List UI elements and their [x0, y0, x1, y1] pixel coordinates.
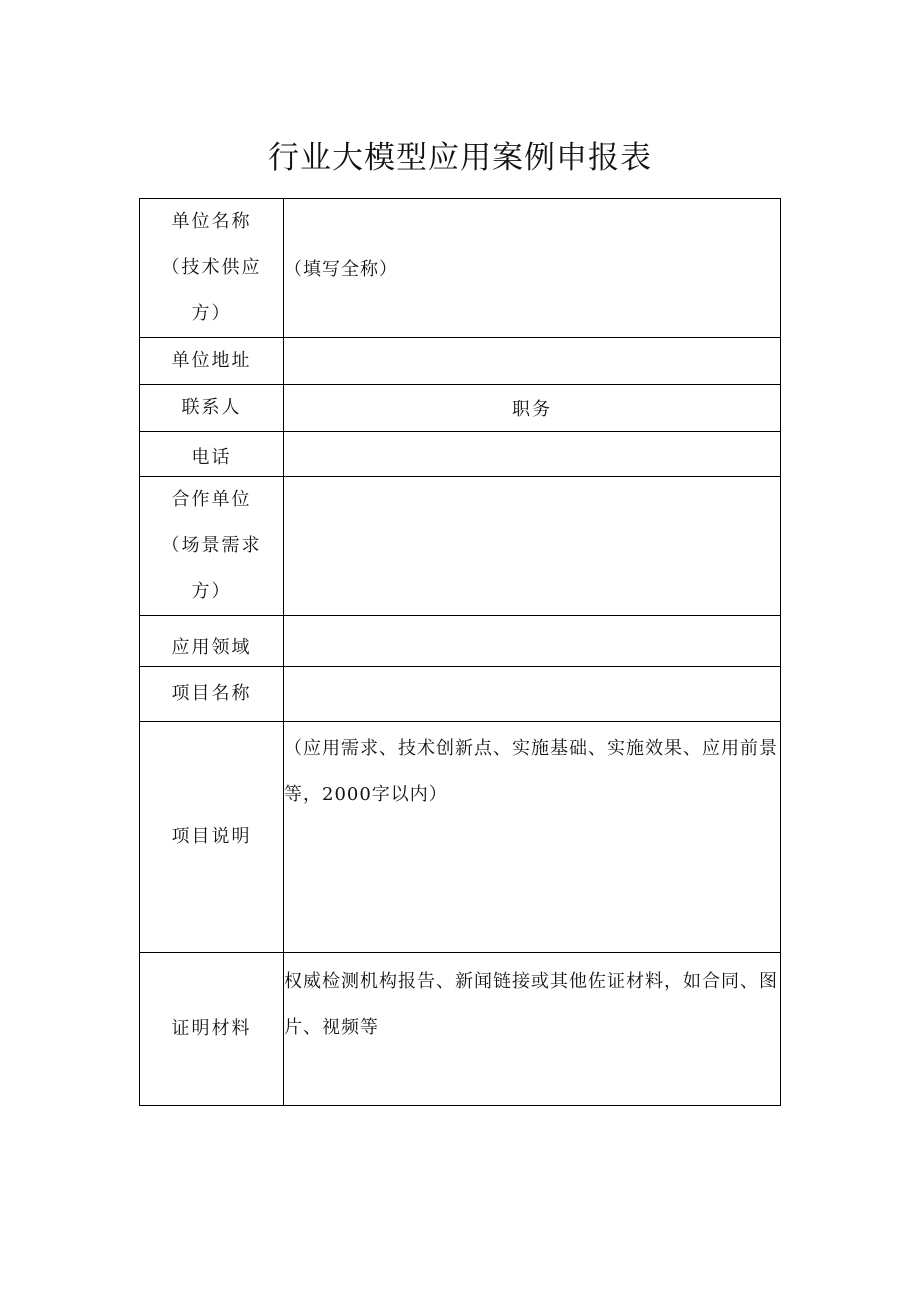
org-address-label: 单位地址 — [171, 350, 252, 371]
partner-label: 合作单位（场景需求方） — [161, 489, 262, 602]
field-label: 应用领域 — [171, 637, 252, 658]
evidence-hint: 权威检测机构报告、新闻链接或其他佐证材料，如合同、图片、视频等 — [284, 971, 778, 1038]
org-name-label-cell — [140, 199, 284, 338]
row-contact — [140, 385, 781, 432]
phone-value-cell[interactable] — [284, 432, 781, 477]
project-desc-hint: （应用需求、技术创新点、实施基础、实施效果、应用前景等，2000字以内） — [284, 738, 778, 805]
row-project-desc — [140, 722, 781, 953]
evidence-label-cell — [140, 953, 284, 1106]
row-evidence — [140, 953, 781, 1106]
contact-duty-cell[interactable] — [284, 385, 781, 432]
partner-label-cell — [140, 477, 284, 616]
field-label-cell — [140, 616, 284, 667]
org-name-value-cell[interactable] — [284, 199, 781, 338]
row-project-name — [140, 667, 781, 722]
project-desc-label: 项目说明 — [171, 826, 252, 847]
project-desc-label-cell — [140, 722, 284, 953]
row-org-address — [140, 338, 781, 385]
contact-label: 联系人 — [181, 397, 242, 418]
row-field — [140, 616, 781, 667]
field-value-cell[interactable] — [284, 616, 781, 667]
row-partner — [140, 477, 781, 616]
project-name-label: 项目名称 — [171, 683, 252, 704]
org-address-value-cell[interactable] — [284, 338, 781, 385]
phone-label-cell — [140, 432, 284, 477]
org-name-hint: （填写全称） — [284, 259, 398, 280]
row-phone — [140, 432, 781, 477]
duty-label: 职务 — [512, 399, 552, 420]
project-name-value-cell[interactable] — [284, 667, 781, 722]
contact-label-cell — [140, 385, 284, 432]
org-name-label: 单位名称（技术供应方） — [161, 211, 262, 324]
partner-value-cell[interactable] — [284, 477, 781, 616]
phone-label: 电话 — [191, 447, 232, 468]
evidence-value-cell[interactable] — [284, 953, 781, 1106]
row-org-name — [140, 199, 781, 338]
project-name-label-cell — [140, 667, 284, 722]
evidence-label: 证明材料 — [171, 1018, 252, 1039]
org-address-label-cell — [140, 338, 284, 385]
application-form-table — [139, 198, 781, 1106]
project-desc-value-cell[interactable] — [284, 722, 781, 953]
page-title: 行业大模型应用案例申报表 — [268, 140, 652, 176]
